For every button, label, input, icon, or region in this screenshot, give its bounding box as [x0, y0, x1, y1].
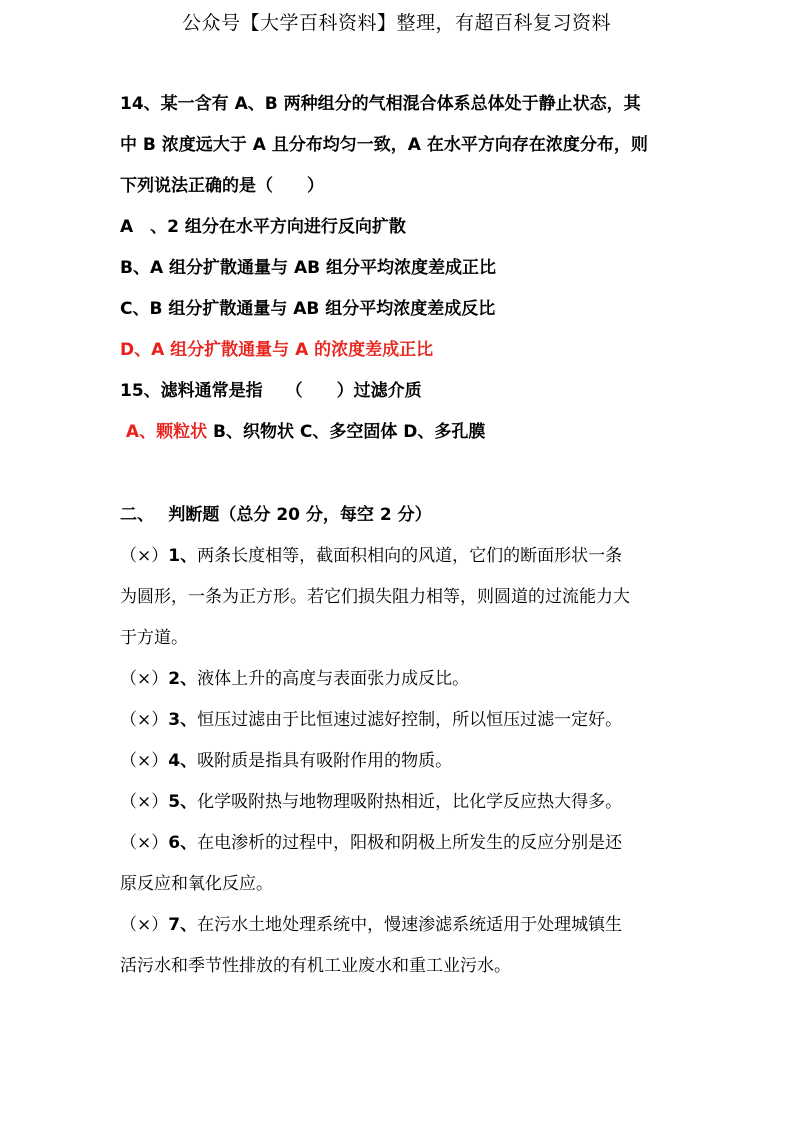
q14-option-c: C、B 组分扩散通量与 AB 组分平均浓度差成反比 — [120, 299, 496, 319]
q14-option-b: B、A 组分扩散通量与 AB 组分平均浓度差成正比 — [120, 258, 496, 278]
judgement-text: 在污水土地处理系统中，慢速渗滤系统适用于处理城镇生 — [197, 915, 623, 935]
q15-answer: A、颗粒状 — [125, 422, 208, 442]
judgement-item — [120, 659, 680, 700]
judgement-text: 在电渗析的过程中，阳极和阴极上所发生的反应分别是还 — [197, 833, 623, 853]
judgement-continuation: 活污水和季节性排放的有机工业废水和重工业污水。 — [120, 956, 511, 976]
page-header: 公众号【大学百科资料】整理，有超百科复习资料 — [181, 12, 611, 34]
judgement-item — [120, 823, 680, 864]
q14-line-3: 下列说法正确的是（ ） — [120, 176, 324, 196]
q15-other-options: B、织物状 C、多空固体 D、多孔膜 — [207, 422, 486, 442]
judgement-number: 2、 — [168, 669, 198, 689]
section-2-title: 二、 判断题（总分 20 分，每空 2 分） — [120, 505, 432, 525]
judgement-continuation: 于方道。 — [120, 628, 188, 648]
judgement-mark: （×） — [120, 915, 169, 935]
judgement-number: 3、 — [168, 710, 198, 730]
judgement-mark: （×） — [120, 669, 169, 689]
judgement-number: 5、 — [168, 792, 198, 812]
judgement-item — [120, 700, 680, 741]
judgement-mark: （×） — [120, 833, 169, 853]
q14-option-a: A 、2 组分在水平方向进行反向扩散 — [120, 217, 406, 237]
judgement-continuation: 为圆形，一条为正方形。若它们损失阻力相等，则圆道的过流能力大 — [120, 587, 630, 607]
q15-options — [120, 412, 680, 453]
judgement-number: 1、 — [168, 546, 198, 566]
judgement-item — [120, 536, 680, 577]
judgement-item — [120, 741, 680, 782]
judgement-item — [120, 905, 680, 946]
judgement-text: 恒压过滤由于比恒速过滤好控制，所以恒压过滤一定好。 — [197, 710, 623, 730]
judgement-text: 化学吸附热与地物理吸附热相近，比化学反应热大得多。 — [197, 792, 623, 812]
judgement-list — [120, 536, 680, 987]
judgement-mark: （×） — [120, 710, 169, 730]
judgement-number: 6、 — [168, 833, 198, 853]
judgement-text: 两条长度相等，截面积相向的风道，它们的断面形状一条 — [197, 546, 623, 566]
q14-option-d-answer: D、A 组分扩散通量与 A 的浓度差成正比 — [120, 340, 434, 360]
judgement-item — [120, 782, 680, 823]
spacer — [120, 453, 680, 495]
document-body — [120, 84, 680, 987]
judgement-continuation: 原反应和氧化反应。 — [120, 874, 273, 894]
judgement-text: 吸附质是指具有吸附作用的物质。 — [197, 751, 453, 771]
judgement-number: 7、 — [168, 915, 198, 935]
q14-line-2: 中 B 浓度远大于 A 且分布均匀一致，A 在水平方向存在浓度分布，则 — [120, 135, 648, 155]
judgement-mark: （×） — [120, 792, 169, 812]
judgement-number: 4、 — [168, 751, 198, 771]
q15-line-1: 15、滤料通常是指 （ ）过滤介质 — [120, 381, 422, 401]
judgement-text: 液体上升的高度与表面张力成反比。 — [197, 669, 470, 689]
judgement-mark: （×） — [120, 546, 169, 566]
q14-line-1: 14、某一含有 A、B 两种组分的气相混合体系总体处于静止状态，其 — [120, 94, 641, 114]
judgement-mark: （×） — [120, 751, 169, 771]
